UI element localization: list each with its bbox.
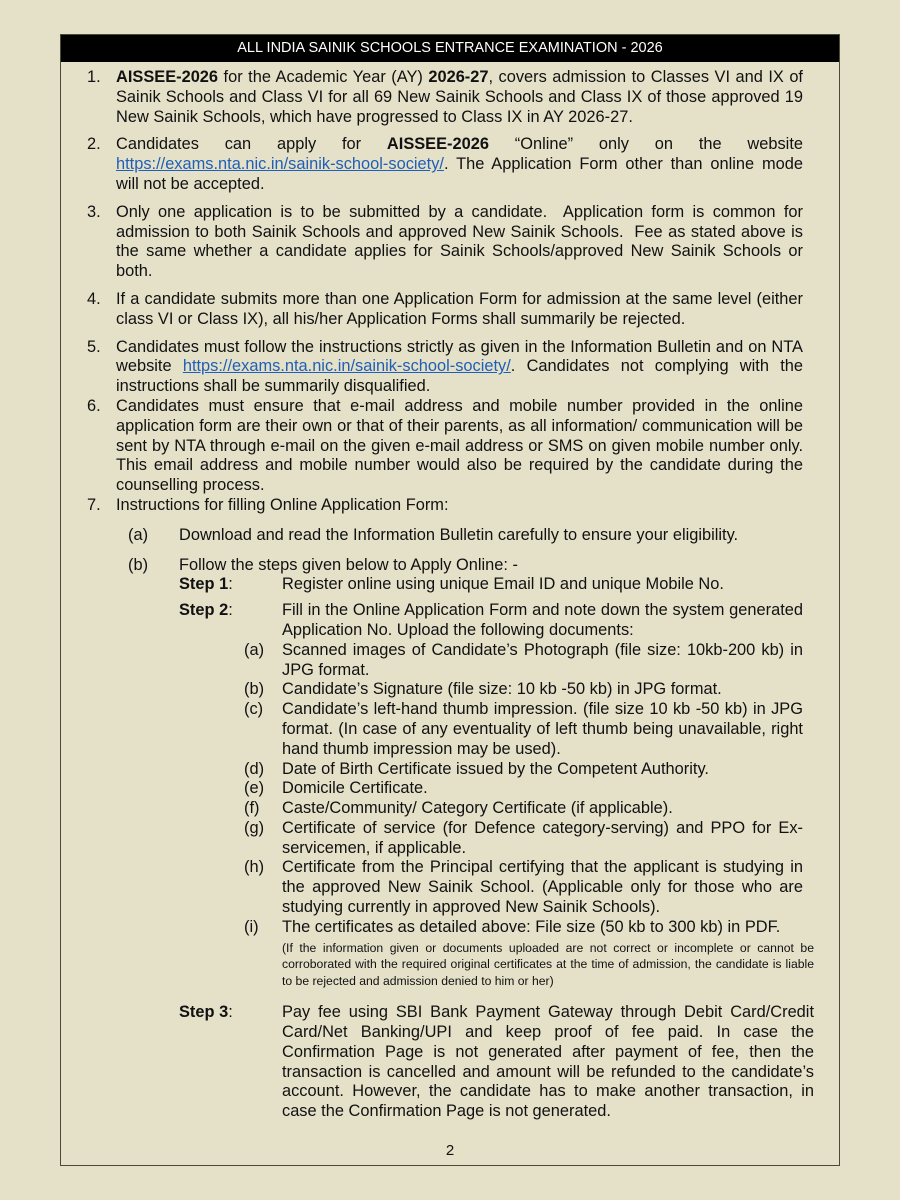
item-text: . Candidates not complying with the instructions shall be summarily disqualified. [116, 357, 803, 396]
item-number: 7. [87, 495, 101, 514]
item-text: Candidates must ensure that e-mail address and mobile number provided in the online application form are their own or that of their parents, as all information/ communication will be sent by NTA through e-mail on the given e-mail address or SMS on given mobile number only. This email address and mobile number would also be required by the candidate during the counselling process. [116, 396, 803, 495]
document-item [61, 779, 839, 799]
documents-list [61, 641, 839, 989]
item-text: If a candidate submits more than one Application Form for admission at the same level (either class VI or Class IX), all his/her Application Forms shall summarily be rejected. [116, 289, 803, 328]
instruction-item-4 [61, 290, 839, 330]
item-number: 3. [87, 202, 101, 221]
document-text: Certificate from the Principal certifying that the applicant is studying in the approved New Sainik School. (Applicable only for those who are studying currently in approved New Sainik Schools). [282, 858, 803, 917]
document-item [61, 641, 839, 681]
document-text: Certificate of service (for Defence category-serving) and PPO for Ex- servicemen, if applicable. [282, 818, 803, 857]
step-colon: : [228, 575, 233, 594]
page-number: 2 [445, 1142, 455, 1159]
exam-name: AISSEE-2026 [116, 68, 219, 86]
item-text: Candidates must follow the instructions strictly as given in the Information Bulletin and on NTA website [116, 337, 803, 376]
item-text: . The Application Form other than online mode will not be accepted. [116, 155, 803, 193]
item-text: “Online” only on the website [488, 135, 803, 154]
document-text: Date of Birth Certificate issued by the Competent Authority. [282, 759, 709, 778]
step-1 [61, 575, 839, 595]
item-text: Instructions for filling Online Application Form: [116, 495, 449, 514]
step-label [179, 575, 233, 595]
subitem-text: Follow the steps given below to Apply Online: - [179, 555, 518, 574]
step-2 [61, 601, 839, 641]
document-label: (a) [244, 640, 265, 659]
step-3 [61, 1003, 839, 1122]
item-number: 2. [87, 135, 101, 154]
subitem-text: Download and read the Information Bulletin carefully to ensure your eligibility. [179, 525, 739, 544]
document-label: (b) [244, 680, 265, 699]
document-label: (c) [244, 700, 264, 719]
instructions-list [61, 68, 839, 1122]
step-text: Pay fee using SBI Bank Payment Gateway through Debit Card/Credit Card/Net Banking/UPI and keep proof of fee paid. In case the Confirmation Page is not generated after payment of fee, then the transaction is cancelled and amount will be refunded to the candidate’s account. However, the candidate has to make another transaction, in case the Confirmation Page is not generated. [282, 1003, 814, 1121]
document-text: Candidate’s left-hand thumb impression. (file size 10 kb -50 kb) in JPG format. (In case of any eventuality of left thumb being unavailable, right hand thumb impression may be used). [282, 700, 803, 758]
instruction-item-3 [61, 203, 839, 282]
exam-name: AISSEE-2026 [386, 135, 489, 154]
document-item [61, 799, 839, 819]
step-colon: : [228, 1003, 233, 1022]
step-label [179, 601, 233, 621]
academic-year: 2026-27 [428, 68, 489, 86]
instruction-item-1 [61, 68, 839, 127]
subitem-label: (a) [128, 525, 149, 544]
document-item [61, 760, 839, 780]
document-item [61, 819, 839, 859]
document-note: (If the information given or documents uploaded are not correct or incomplete or cannot be corroborated with the required original certificates at the time of admission, the candidate is liable to be rejected and admission denied to him or her) [282, 940, 814, 988]
step-text: Fill in the Online Application Form and note down the system generated Application No. Upload the following documents: [282, 601, 803, 639]
step-label-text: Step 1 [179, 575, 229, 594]
subitem-a [61, 526, 839, 546]
subitem-label: (b) [128, 555, 149, 574]
document-item [61, 680, 839, 700]
instruction-item-5 [61, 338, 839, 397]
step-label-text: Step 2 [179, 601, 229, 620]
item-text: , covers admission to Classes VI and IX of Sainik Schools and Class VI for all 69 New Sainik Schools and Class IX of those approved 19 New Sainik Schools, which have progressed to Class IX in AY 2026-27. [116, 68, 803, 126]
page-frame [60, 34, 840, 1166]
document-label: (i) [244, 917, 259, 936]
document-label: (f) [244, 799, 260, 818]
document-label: (g) [244, 818, 265, 837]
step-text: Register online using unique Email ID and unique Mobile No. [282, 575, 724, 594]
instruction-item-2 [61, 135, 839, 194]
document-item [61, 858, 839, 917]
step-label [179, 1003, 233, 1023]
instruction-item-7 [61, 496, 839, 516]
subitem-b [61, 556, 839, 576]
document-text: Domicile Certificate. [282, 779, 428, 798]
item-text: for the Academic Year (AY) [218, 68, 429, 86]
website-link[interactable]: https://exams.nta.nic.in/sainik-school-society/ [116, 155, 444, 174]
website-link[interactable]: https://exams.nta.nic.in/sainik-school-society/ [182, 357, 511, 376]
document-label: (h) [244, 858, 265, 877]
document-label: (e) [244, 779, 265, 798]
document-item [61, 918, 839, 938]
item-number: 4. [87, 289, 101, 308]
header-title: ALL INDIA SAINIK SCHOOLS ENTRANCE EXAMINATION - 2026 [237, 40, 663, 56]
document-text: Scanned images of Candidate’s Photograph (file size: 10kb-200 kb) in JPG format. [282, 640, 803, 679]
document-text: The certificates as detailed above: File size (50 kb to 300 kb) in PDF. [282, 917, 781, 936]
instruction-item-6 [61, 397, 839, 496]
item-text: Candidates can apply for [116, 135, 387, 154]
item-text: Only one application is to be submitted by a candidate. Application form is common for admission to both Sainik Schools and approved New Sainik Schools. Fee as stated above is the same whether a candidate applies for Sainik Schools/approved New Sainik Schools or both. [116, 202, 808, 281]
page-header [61, 35, 839, 62]
item-number: 6. [87, 396, 101, 415]
document-label: (d) [244, 759, 265, 778]
document-text: Candidate’s Signature (file size: 10 kb -50 kb) in JPG format. [282, 680, 722, 699]
document-text: Caste/Community/ Category Certificate (if applicable). [282, 799, 673, 818]
item-number: 1. [87, 68, 101, 86]
step-colon: : [228, 601, 233, 620]
document-item [61, 700, 839, 759]
item-number: 5. [87, 337, 101, 356]
step-label-text: Step 3 [179, 1003, 229, 1022]
